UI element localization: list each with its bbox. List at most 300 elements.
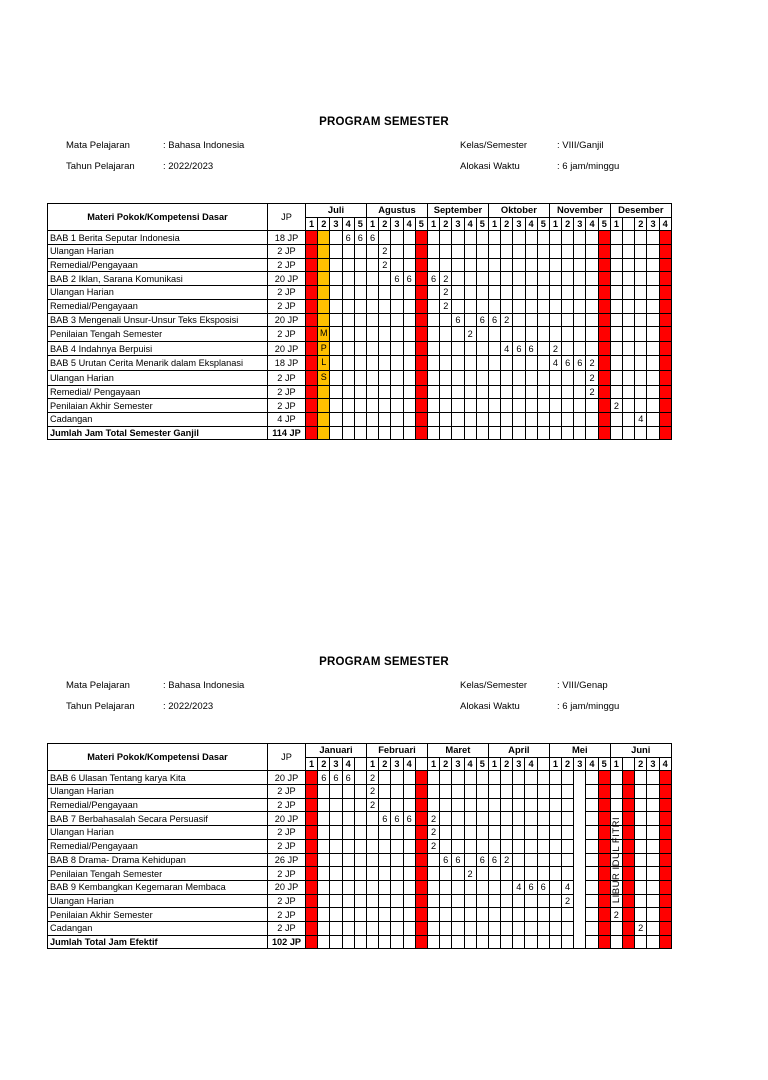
week-cell: 6 bbox=[427, 272, 439, 286]
week-cell bbox=[367, 812, 379, 826]
jp-cell: 20 JP bbox=[268, 313, 306, 327]
week-cell bbox=[501, 299, 513, 313]
week-cell bbox=[318, 867, 330, 881]
week-cell bbox=[476, 935, 488, 949]
week-cell bbox=[379, 341, 391, 356]
week-cell bbox=[415, 370, 427, 385]
week-cell bbox=[635, 341, 647, 356]
week-cell bbox=[464, 771, 476, 785]
week-cell bbox=[342, 908, 354, 922]
week-cell bbox=[549, 231, 561, 245]
week-cell bbox=[452, 908, 464, 922]
week-cell bbox=[476, 894, 488, 908]
week-cell bbox=[391, 258, 403, 272]
week-cell bbox=[635, 785, 647, 799]
week-cell bbox=[354, 853, 366, 867]
week-cell bbox=[366, 299, 378, 313]
week-cell bbox=[488, 880, 500, 894]
alokasi-waktu-label: Alokasi Waktu bbox=[460, 161, 520, 172]
week-cell bbox=[622, 880, 634, 894]
week-cell bbox=[501, 921, 513, 935]
week-cell bbox=[647, 894, 659, 908]
week-cell: 6 bbox=[403, 812, 415, 826]
week-cell bbox=[610, 385, 622, 399]
week-cell bbox=[306, 299, 318, 313]
week-cell bbox=[427, 356, 439, 371]
week-cell bbox=[586, 341, 598, 356]
week-number: 4 bbox=[342, 757, 354, 771]
week-cell bbox=[488, 385, 500, 399]
week-cell: 2 bbox=[367, 771, 379, 785]
week-cell bbox=[574, 299, 586, 313]
schedule-table bbox=[47, 203, 672, 440]
week-cell bbox=[391, 839, 403, 853]
week-cell bbox=[342, 867, 354, 881]
week-cell bbox=[501, 356, 513, 371]
week-cell bbox=[488, 935, 500, 949]
week-cell bbox=[549, 867, 561, 881]
tahun-pelajaran-value: : 2022/2023 bbox=[163, 701, 214, 712]
week-number: 3 bbox=[513, 757, 525, 771]
week-cell bbox=[501, 935, 513, 949]
week-cell bbox=[537, 272, 549, 286]
week-cell bbox=[367, 894, 379, 908]
week-cell: 6 bbox=[342, 231, 354, 245]
week-cell bbox=[598, 812, 610, 826]
week-number: 2 bbox=[379, 757, 391, 771]
table-row bbox=[48, 426, 672, 440]
week-cell bbox=[342, 785, 354, 799]
week-cell bbox=[488, 426, 500, 440]
table-row bbox=[48, 399, 672, 413]
week-cell bbox=[306, 908, 318, 922]
week-number: 1 bbox=[549, 757, 561, 771]
week-cell bbox=[659, 812, 671, 826]
week-cell bbox=[623, 385, 635, 399]
week-cell bbox=[330, 399, 342, 413]
week-cell bbox=[659, 356, 671, 371]
week-cell bbox=[574, 341, 586, 356]
week-cell bbox=[659, 839, 671, 853]
week-cell: 6 bbox=[379, 812, 391, 826]
week-cell bbox=[549, 299, 561, 313]
week-cell bbox=[537, 412, 549, 426]
week-cell bbox=[586, 426, 598, 440]
week-cell bbox=[537, 812, 549, 826]
week-cell bbox=[488, 826, 500, 840]
week-cell bbox=[659, 798, 671, 812]
week-cell bbox=[574, 231, 586, 245]
week-cell bbox=[501, 798, 513, 812]
week-cell bbox=[306, 426, 318, 440]
week-cell bbox=[574, 370, 586, 385]
week-cell bbox=[427, 370, 439, 385]
week-cell bbox=[427, 399, 439, 413]
week-cell: 2 bbox=[367, 785, 379, 799]
week-cell bbox=[342, 313, 354, 327]
week-cell bbox=[403, 785, 415, 799]
week-cell bbox=[427, 880, 439, 894]
materi-cell: BAB 4 Indahnya Berpuisi bbox=[48, 341, 268, 356]
week-cell bbox=[586, 258, 598, 272]
week-cell bbox=[427, 853, 439, 867]
week-cell: 4 bbox=[513, 880, 525, 894]
week-cell bbox=[306, 880, 318, 894]
week-cell bbox=[647, 426, 659, 440]
week-cell bbox=[415, 385, 427, 399]
week-cell bbox=[488, 908, 500, 922]
jp-cell: 26 JP bbox=[268, 853, 306, 867]
week-cell bbox=[366, 327, 378, 342]
week-cell bbox=[440, 412, 452, 426]
week-cell bbox=[306, 921, 318, 935]
alokasi-waktu-value: : 6 jam/minggu bbox=[557, 701, 620, 712]
week-cell bbox=[574, 313, 586, 327]
week-cell bbox=[610, 771, 622, 785]
week-cell bbox=[330, 853, 342, 867]
week-cell bbox=[318, 426, 330, 440]
kelas-semester-value: : VIII/Genap bbox=[557, 680, 608, 691]
week-cell bbox=[452, 867, 464, 881]
week-cell bbox=[342, 341, 354, 356]
week-cell bbox=[598, 370, 610, 385]
week-cell bbox=[659, 341, 671, 356]
week-cell bbox=[513, 399, 525, 413]
week-cell: 2 bbox=[562, 894, 574, 908]
materi-cell: Remedial/Pengayaan bbox=[48, 258, 268, 272]
week-cell bbox=[330, 385, 342, 399]
table-row bbox=[48, 356, 672, 371]
week-cell bbox=[525, 908, 537, 922]
week-cell bbox=[537, 826, 549, 840]
week-cell bbox=[318, 258, 330, 272]
week-cell bbox=[598, 908, 610, 922]
week-cell bbox=[403, 826, 415, 840]
week-cell bbox=[318, 313, 330, 327]
week-cell bbox=[586, 880, 598, 894]
week-cell bbox=[366, 399, 378, 413]
week-cell bbox=[488, 286, 500, 300]
week-cell bbox=[354, 426, 366, 440]
week-cell: 2 bbox=[427, 839, 439, 853]
week-cell bbox=[452, 299, 464, 313]
week-cell: 2 bbox=[464, 327, 476, 342]
jp-cell: 2 JP bbox=[268, 908, 306, 922]
week-number: 4 bbox=[586, 757, 598, 771]
week-cell bbox=[635, 880, 647, 894]
week-cell bbox=[342, 399, 354, 413]
jp-cell: 18 JP bbox=[268, 356, 306, 371]
week-cell bbox=[354, 341, 366, 356]
week-cell bbox=[318, 341, 330, 356]
week-cell bbox=[622, 908, 634, 922]
week-cell bbox=[562, 258, 574, 272]
week-cell bbox=[366, 356, 378, 371]
week-cell bbox=[330, 412, 342, 426]
week-cell bbox=[306, 258, 318, 272]
materi-cell: Ulangan Harian bbox=[48, 894, 268, 908]
week-cell bbox=[330, 880, 342, 894]
week-cell bbox=[452, 356, 464, 371]
week-cell bbox=[513, 908, 525, 922]
week-cell bbox=[586, 935, 598, 949]
jp-cell: 2 JP bbox=[268, 245, 306, 259]
week-cell bbox=[525, 426, 537, 440]
week-cell bbox=[488, 299, 500, 313]
week-cell bbox=[488, 771, 500, 785]
week-cell bbox=[537, 399, 549, 413]
materi-cell: Jumlah Total Jam Efektif bbox=[48, 935, 268, 949]
week-cell bbox=[403, 771, 415, 785]
week-cell bbox=[403, 399, 415, 413]
week-cell bbox=[318, 785, 330, 799]
week-cell bbox=[427, 258, 439, 272]
week-cell bbox=[427, 426, 439, 440]
week-cell bbox=[379, 853, 391, 867]
week-cell bbox=[562, 412, 574, 426]
week-cell bbox=[306, 812, 318, 826]
week-cell bbox=[403, 894, 415, 908]
week-cell bbox=[427, 908, 439, 922]
week-cell bbox=[549, 327, 561, 342]
week-cell bbox=[403, 921, 415, 935]
semester-genap-section bbox=[0, 540, 768, 1080]
week-cell: 4 bbox=[635, 412, 647, 426]
week-cell bbox=[549, 272, 561, 286]
week-cell bbox=[354, 921, 366, 935]
week-cell bbox=[635, 245, 647, 259]
week-cell bbox=[403, 313, 415, 327]
week-number bbox=[415, 757, 427, 771]
week-number: 2 bbox=[318, 757, 330, 771]
week-cell bbox=[440, 356, 452, 371]
week-number: 1 bbox=[306, 757, 318, 771]
week-cell bbox=[391, 935, 403, 949]
jp-cell: 2 JP bbox=[268, 299, 306, 313]
week-cell bbox=[598, 286, 610, 300]
week-cell bbox=[647, 921, 659, 935]
week-cell bbox=[391, 867, 403, 881]
week-cell bbox=[549, 771, 561, 785]
week-cell bbox=[391, 798, 403, 812]
week-number: 2 bbox=[379, 217, 391, 231]
week-cell bbox=[525, 894, 537, 908]
week-cell bbox=[586, 908, 598, 922]
week-cell bbox=[598, 426, 610, 440]
materi-cell: Remedial/Pengayaan bbox=[48, 798, 268, 812]
week-cell bbox=[501, 399, 513, 413]
materi-cell: Remedial/Pengayaan bbox=[48, 299, 268, 313]
week-cell: 2 bbox=[501, 853, 513, 867]
week-cell bbox=[562, 839, 574, 853]
week-cell bbox=[574, 385, 586, 399]
week-cell bbox=[537, 313, 549, 327]
week-cell: 2 bbox=[440, 272, 452, 286]
week-number: 5 bbox=[598, 757, 610, 771]
week-cell bbox=[622, 771, 634, 785]
week-cell bbox=[647, 341, 659, 356]
week-cell: 2 bbox=[379, 258, 391, 272]
week-cell bbox=[379, 894, 391, 908]
week-cell bbox=[610, 258, 622, 272]
week-cell: 2 bbox=[586, 370, 598, 385]
week-number: 4 bbox=[342, 217, 354, 231]
week-cell bbox=[330, 370, 342, 385]
week-cell bbox=[574, 327, 586, 342]
week-cell bbox=[562, 299, 574, 313]
week-cell bbox=[440, 231, 452, 245]
week-cell bbox=[440, 399, 452, 413]
week-cell bbox=[562, 399, 574, 413]
week-cell bbox=[379, 785, 391, 799]
week-cell: 6 bbox=[562, 356, 574, 371]
week-cell bbox=[391, 356, 403, 371]
week-cell bbox=[367, 935, 379, 949]
week-cell bbox=[476, 921, 488, 935]
week-cell bbox=[354, 299, 366, 313]
week-cell bbox=[464, 798, 476, 812]
week-cell bbox=[598, 231, 610, 245]
week-cell bbox=[647, 286, 659, 300]
week-cell bbox=[525, 299, 537, 313]
jp-cell: 18 JP bbox=[268, 231, 306, 245]
week-cell bbox=[647, 853, 659, 867]
jp-column-header: JP bbox=[268, 744, 306, 771]
week-cell bbox=[366, 341, 378, 356]
week-number: 1 bbox=[427, 217, 439, 231]
week-number: 4 bbox=[403, 217, 415, 231]
week-cell bbox=[476, 771, 488, 785]
week-cell bbox=[562, 826, 574, 840]
week-cell: 6 bbox=[452, 853, 464, 867]
week-number: 5 bbox=[354, 217, 366, 231]
week-cell bbox=[366, 286, 378, 300]
materi-cell: BAB 5 Urutan Cerita Menarik dalam Eksplanasi bbox=[48, 356, 268, 371]
week-cell bbox=[598, 935, 610, 949]
week-cell bbox=[647, 812, 659, 826]
week-cell bbox=[379, 771, 391, 785]
week-cell bbox=[427, 299, 439, 313]
week-cell bbox=[379, 272, 391, 286]
table-row bbox=[48, 771, 672, 785]
week-cell bbox=[342, 826, 354, 840]
week-cell bbox=[440, 908, 452, 922]
week-cell bbox=[488, 399, 500, 413]
week-cell bbox=[622, 812, 634, 826]
week-cell bbox=[501, 880, 513, 894]
week-cell bbox=[464, 826, 476, 840]
week-number: 1 bbox=[610, 757, 622, 771]
week-cell bbox=[476, 272, 488, 286]
week-cell bbox=[562, 921, 574, 935]
week-number: 5 bbox=[598, 217, 610, 231]
week-cell bbox=[415, 313, 427, 327]
week-cell bbox=[623, 272, 635, 286]
week-cell bbox=[623, 286, 635, 300]
week-number: 1 bbox=[306, 217, 318, 231]
jp-cell: 2 JP bbox=[268, 286, 306, 300]
week-cell bbox=[622, 853, 634, 867]
week-cell bbox=[330, 272, 342, 286]
week-cell bbox=[598, 385, 610, 399]
week-cell bbox=[623, 299, 635, 313]
week-cell bbox=[488, 867, 500, 881]
jp-cell: 2 JP bbox=[268, 399, 306, 413]
week-cell bbox=[586, 867, 598, 881]
week-cell bbox=[623, 356, 635, 371]
week-cell: 4 bbox=[562, 880, 574, 894]
week-cell bbox=[464, 839, 476, 853]
week-cell bbox=[379, 385, 391, 399]
week-cell bbox=[501, 812, 513, 826]
week-cell: 2 bbox=[464, 867, 476, 881]
month-header: Januari bbox=[306, 744, 367, 758]
week-cell bbox=[452, 385, 464, 399]
week-cell bbox=[610, 313, 622, 327]
week-cell bbox=[318, 812, 330, 826]
week-cell bbox=[647, 867, 659, 881]
week-cell bbox=[403, 798, 415, 812]
week-cell bbox=[330, 313, 342, 327]
week-cell bbox=[659, 867, 671, 881]
week-cell bbox=[598, 894, 610, 908]
week-cell bbox=[647, 327, 659, 342]
week-cell bbox=[452, 812, 464, 826]
week-cell bbox=[501, 385, 513, 399]
week-cell bbox=[440, 258, 452, 272]
week-cell bbox=[306, 839, 318, 853]
week-cell bbox=[342, 839, 354, 853]
week-cell bbox=[513, 935, 525, 949]
week-cell bbox=[562, 231, 574, 245]
alokasi-waktu-label: Alokasi Waktu bbox=[460, 701, 520, 712]
week-cell bbox=[318, 231, 330, 245]
week-cell bbox=[476, 286, 488, 300]
week-cell bbox=[427, 935, 439, 949]
week-cell bbox=[306, 785, 318, 799]
week-cell bbox=[440, 313, 452, 327]
week-cell bbox=[598, 771, 610, 785]
week-cell bbox=[440, 839, 452, 853]
week-cell bbox=[306, 771, 318, 785]
week-cell: 2 bbox=[427, 812, 439, 826]
week-cell bbox=[452, 826, 464, 840]
week-cell bbox=[306, 798, 318, 812]
week-cell bbox=[440, 245, 452, 259]
week-cell bbox=[403, 341, 415, 356]
week-cell bbox=[452, 399, 464, 413]
week-cell bbox=[537, 771, 549, 785]
week-cell bbox=[513, 245, 525, 259]
week-cell bbox=[501, 867, 513, 881]
materi-cell: BAB 9 Kembangkan Kegemaran Membaca bbox=[48, 880, 268, 894]
week-cell bbox=[549, 921, 561, 935]
month-header: Februari bbox=[367, 744, 428, 758]
week-cell bbox=[586, 921, 598, 935]
week-cell bbox=[525, 785, 537, 799]
week-cell bbox=[549, 894, 561, 908]
table-row bbox=[48, 231, 672, 245]
week-cell bbox=[525, 327, 537, 342]
week-cell bbox=[598, 785, 610, 799]
week-cell bbox=[330, 894, 342, 908]
week-cell: 6 bbox=[525, 341, 537, 356]
week-cell bbox=[610, 286, 622, 300]
week-cell bbox=[330, 935, 342, 949]
week-cell bbox=[647, 258, 659, 272]
materi-cell: Cadangan bbox=[48, 921, 268, 935]
week-cell bbox=[464, 245, 476, 259]
